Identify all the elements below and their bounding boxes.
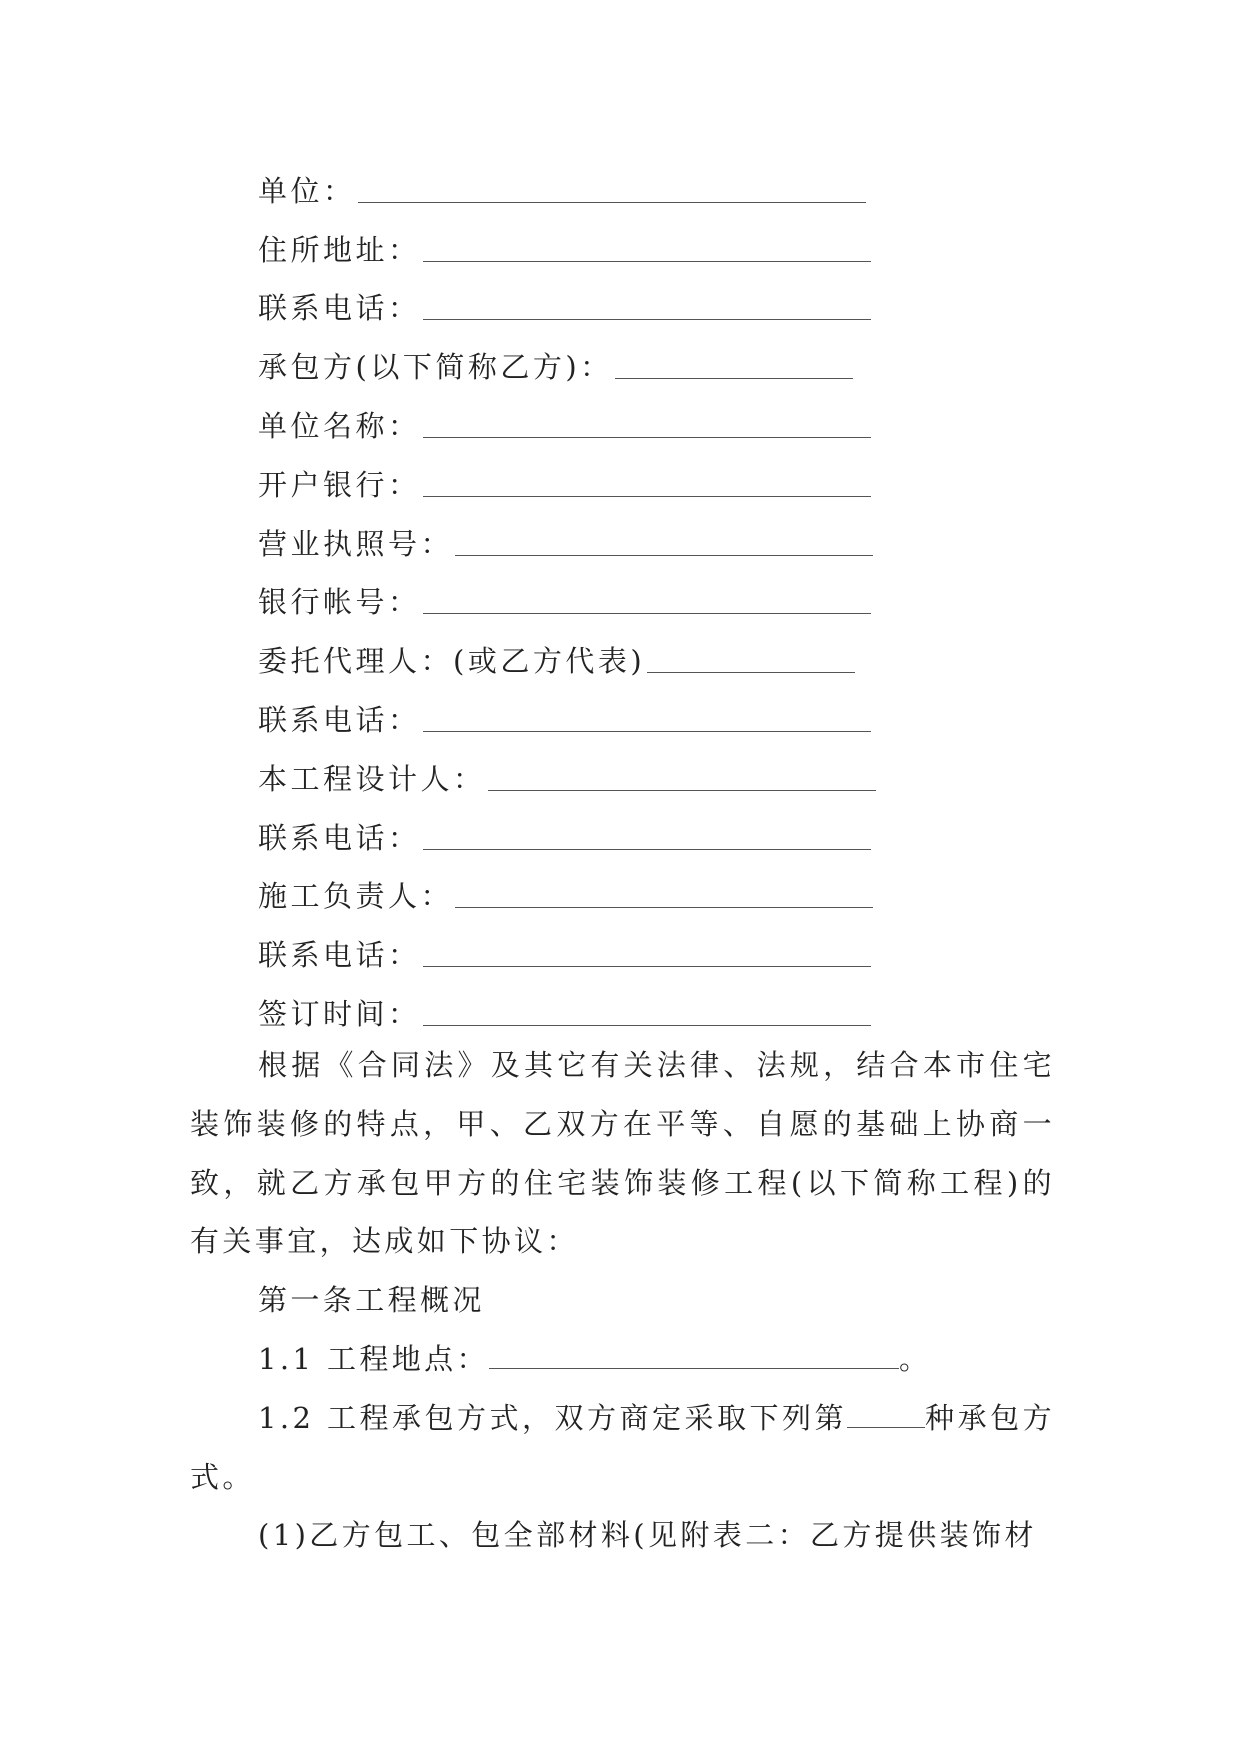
clause-1-2 [190, 1389, 1055, 1507]
field-label: 委托代理人：(或乙方代表) [258, 644, 646, 679]
field-label: 签订时间： [258, 997, 421, 1032]
field-label: 联系电话： [258, 703, 421, 738]
fill-blank[interactable] [488, 764, 876, 791]
field-designer [258, 748, 978, 807]
fill-blank[interactable] [423, 587, 871, 614]
fill-blank[interactable] [423, 999, 871, 1026]
fill-blank[interactable] [847, 1401, 925, 1428]
clause-text: 1.1 工程地点： [258, 1341, 489, 1376]
fill-blank[interactable] [423, 940, 871, 967]
field-label: 联系电话： [258, 938, 421, 973]
field-construction-manager [258, 866, 978, 925]
field-bank-account [258, 572, 978, 631]
field-agent [258, 630, 978, 689]
clause-text: 1.2 工程承包方式，双方商定采取下列第 [258, 1400, 847, 1435]
fill-blank[interactable] [647, 646, 855, 673]
intro-paragraph: 根据《合同法》及其它有关法律、法规，结合本市住宅装饰装修的特点，甲、乙双方在平等、自愿的基础上协商一致，就乙方承包甲方的住宅装饰装修工程(以下简称工程)的有关事宜，达成如下协议： [190, 1048, 1055, 1259]
field-label: 本工程设计人： [258, 761, 486, 796]
field-label: 开户银行： [258, 467, 421, 502]
fill-blank[interactable] [423, 235, 871, 262]
field-label: 联系电话： [258, 820, 421, 855]
field-license-number [258, 513, 978, 572]
field-bank [258, 454, 978, 513]
clause-text: 。 [898, 1341, 932, 1376]
clause-text: 种承包方式。 [190, 1400, 1055, 1494]
fill-blank[interactable] [455, 529, 873, 556]
fill-blank[interactable] [423, 293, 871, 320]
option-1: (1)乙方包工、包全部材料(见附表二：乙方提供装饰材 [258, 1518, 1037, 1553]
field-label: 银行帐号： [258, 585, 421, 620]
fill-blank[interactable] [489, 1342, 899, 1369]
field-unit-name [258, 395, 978, 454]
fill-blank[interactable] [423, 470, 871, 497]
fill-blank[interactable] [423, 705, 871, 732]
field-phone [258, 689, 978, 748]
fill-blank[interactable] [455, 881, 873, 908]
field-label: 单位名称： [258, 409, 421, 444]
field-phone [258, 278, 978, 337]
field-signing-date [258, 983, 978, 1042]
field-label: 单位： [258, 173, 356, 208]
field-label: 施工负责人： [258, 879, 454, 914]
contract-party-fields [258, 160, 978, 1042]
fill-blank[interactable] [423, 823, 871, 850]
field-label: 营业执照号： [258, 526, 454, 561]
field-contractor [258, 336, 978, 395]
field-label: 承包方(以下简称乙方)： [258, 350, 613, 385]
field-label: 住所地址： [258, 232, 421, 267]
field-label: 联系电话： [258, 291, 421, 326]
clause-1-1 [190, 1330, 1055, 1389]
fill-blank[interactable] [615, 352, 853, 379]
fill-blank[interactable] [358, 176, 866, 203]
field-unit [258, 160, 978, 219]
field-phone [258, 807, 978, 866]
field-phone [258, 924, 978, 983]
fill-blank[interactable] [423, 411, 871, 438]
contract-body [190, 1036, 1055, 1565]
field-address [258, 219, 978, 278]
section-title: 第一条工程概况 [258, 1283, 485, 1318]
